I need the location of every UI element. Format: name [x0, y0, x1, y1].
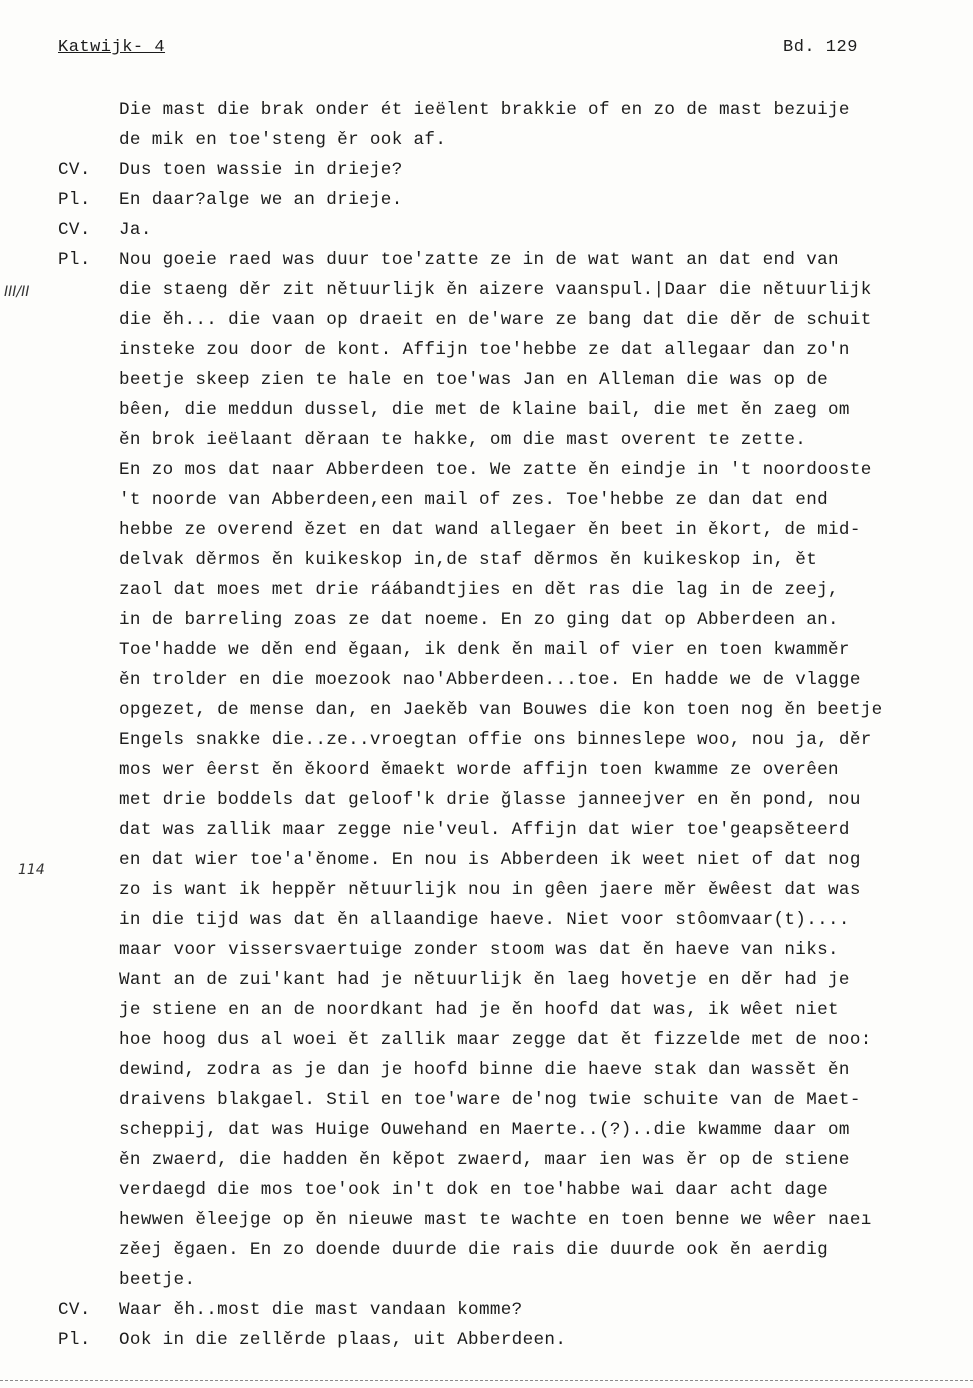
transcript-line: [0, 365, 973, 395]
line-text: en dat wier toe'a'ěnome. En nou is Abberdeen ik weet niet of dat nog: [119, 850, 861, 870]
transcript-line: [0, 455, 973, 485]
transcript-line: [0, 755, 973, 785]
line-text: Dus toen wassie in drieje?: [119, 160, 403, 180]
transcript-line: [0, 1115, 973, 1145]
line-text: En daar?alge we an drieje.: [119, 190, 403, 210]
line-text: Want an de zui'kant had je nětuurlijk ěn laeg hovetje en děr had je: [119, 970, 850, 990]
transcript-line: [0, 725, 973, 755]
transcript-line: [0, 515, 973, 545]
line-text: Engels snakke die..ze..vroegtan offie ons binneslepe woo, nou ja, děr: [119, 730, 872, 750]
line-text: de mik en toe'steng ěr ook af.: [119, 130, 447, 150]
transcript-line: [0, 935, 973, 965]
line-text: Die mast die brak onder ét ieëlent brakkie of en zo de mast bezuije: [119, 100, 850, 120]
line-text: scheppij, dat was Huige Ouwehand en Maerte..(?)..die kwamme daar om: [119, 1120, 850, 1140]
line-text: En zo mos dat naar Abberdeen toe. We zatte ěn eindje in 't noordooste: [119, 460, 872, 480]
line-text: Ja.: [119, 220, 152, 240]
line-text: verdaegd die mos toe'ook in't dok en toe'habbe wai daar acht dage: [119, 1180, 829, 1200]
transcript-line: [0, 1295, 973, 1325]
header-location: Katwijk- 4: [58, 38, 166, 57]
transcript-line: [0, 1175, 973, 1205]
transcript-line: [0, 665, 973, 695]
line-text: die staeng děr zit nětuurlijk ěn aizere vaanspul.|Daar die nětuurlijk: [119, 280, 872, 300]
transcript-line: [0, 1235, 973, 1265]
line-text: zěej ěgaen. En zo doende duurde die rais die duurde ook ěn aerdig: [119, 1240, 829, 1260]
line-text: bêen, die meddun dussel, die met de klaine bail, die met ěn zaeg om: [119, 400, 850, 420]
transcript-line: [0, 575, 973, 605]
transcript-line: [0, 1145, 973, 1175]
margin-note-second: 114: [18, 862, 45, 878]
speaker-label: CV.: [58, 220, 91, 240]
line-text: in die tijd was dat ěn allaandige haeve. Niet voor stôomvaar(t)....: [119, 910, 850, 930]
line-text: met drie boddels dat geloof'k drie ğlasse janneejver en ěn pond, nou: [119, 790, 861, 810]
transcript-line: [0, 1055, 973, 1085]
line-text: ěn trolder en die moezook nao'Abberdeen...toe. En hadde we de vlagge: [119, 670, 861, 690]
line-text: opgezet, de mense dan, en Jaekěb van Bouwes die kon toen nog ěn beetje: [119, 700, 883, 720]
transcript-line: [0, 995, 973, 1025]
line-text: hoe hoog dus al woei ět zallik maar zegge dat ět fizzelde met de noo:: [119, 1030, 872, 1050]
transcript-line: [0, 305, 973, 335]
transcript-body: [0, 95, 973, 1355]
transcript-line: [0, 425, 973, 455]
line-text: delvak děrmos ěn kuikeskop in,de staf děrmos ěn kuikeskop in, ět: [119, 550, 818, 570]
line-text: zo is want ik heppěr nětuurlijk nou in gêen jaere měr ěwêest dat was: [119, 880, 861, 900]
line-text: 't noorde van Abberdeen,een mail of zes. Toe'hebbe ze dan dat end: [119, 490, 829, 510]
transcript-line: [0, 695, 973, 725]
line-text: beetje.: [119, 1270, 196, 1290]
document-header-left: [58, 38, 165, 57]
transcript-line: [0, 335, 973, 365]
line-text: die ěh... die vaan op draeit en de'ware ze bang dat die děr de schuit: [119, 310, 872, 330]
line-text: mos wer êerst ěn ěkoord ěmaekt worde affijn toen kwamme ze overêen: [119, 760, 839, 780]
transcript-line: [0, 1265, 973, 1295]
transcript-line: [0, 545, 973, 575]
transcript-line: [0, 395, 973, 425]
margin-note-first: III/II: [4, 284, 30, 300]
transcript-line: [0, 245, 973, 275]
transcript-line: [0, 965, 973, 995]
line-text: Ook in die zellěrde plaas, uit Abberdeen.: [119, 1330, 567, 1350]
page-bottom-rule: [0, 1380, 973, 1381]
line-text: Nou goeie raed was duur toe'zatte ze in de wat want an dat end van: [119, 250, 839, 270]
line-text: zaol dat moes met drie ráábandtjies en dět ras die lag in de zeej,: [119, 580, 839, 600]
transcript-line: [0, 1025, 973, 1055]
line-text: ěn zwaerd, die hadden ěn kěpot zwaerd, maar ien was ěr op de stiene: [119, 1150, 850, 1170]
transcript-line: [0, 635, 973, 665]
transcript-line: [0, 905, 973, 935]
line-text: hewwen ěleejge op ěn nieuwe mast te wachte en toen benne we wêer naeı: [119, 1210, 872, 1230]
speaker-label: CV.: [58, 160, 91, 180]
transcript-line: [0, 815, 973, 845]
transcript-line: [0, 1085, 973, 1115]
document-header-right: Bd. 129: [783, 38, 858, 57]
line-text: beetje skeep zien te hale en toe'was Jan en Alleman die was op de: [119, 370, 829, 390]
transcript-line: [0, 1325, 973, 1355]
speaker-label: Pl.: [58, 190, 91, 210]
line-text: draivens blakgael. Stil en toe'ware de'nog twie schuite van de Maet-: [119, 1090, 861, 1110]
transcript-line: [0, 155, 973, 185]
line-text: dat was zallik maar zegge nie'veul. Affijn dat wier toe'geapsěteerd: [119, 820, 850, 840]
line-text: insteke zou door de kont. Affijn toe'hebbe ze dat allegaar dan zo'n: [119, 340, 850, 360]
transcript-line: [0, 485, 973, 515]
line-text: hebbe ze overend ězet en dat wand allegaer ěn beet in ěkort, de mid-: [119, 520, 861, 540]
line-text: Waar ěh..most die mast vandaan komme?: [119, 1300, 523, 1320]
line-text: in de barreling zoas ze dat noeme. En zo ging dat op Abberdeen an.: [119, 610, 839, 630]
transcript-line: [0, 95, 973, 125]
line-text: ěn brok ieëlaant děraan te hakke, om die mast overent te zette.: [119, 430, 807, 450]
transcript-line: [0, 1205, 973, 1235]
transcript-line: [0, 605, 973, 635]
line-text: je stiene en an de noordkant had je ěn hoofd dat was, ik wêet niet: [119, 1000, 839, 1020]
transcript-line: [0, 275, 973, 305]
transcript-line: [0, 215, 973, 245]
transcript-line: [0, 785, 973, 815]
line-text: dewind, zodra as je dan je hoofd binne die haeve stak dan wassět ěn: [119, 1060, 850, 1080]
speaker-label: CV.: [58, 1300, 91, 1320]
transcript-line: [0, 875, 973, 905]
transcript-line: [0, 845, 973, 875]
transcript-line: [0, 125, 973, 155]
transcript-line: [0, 185, 973, 215]
line-text: Toe'hadde we děn end ěgaan, ik denk ěn mail of vier en toen kwamměr: [119, 640, 850, 660]
speaker-label: Pl.: [58, 250, 91, 270]
line-text: maar voor vissersvaertuige zonder stoom was dat ěn haeve van niks.: [119, 940, 839, 960]
speaker-label: Pl.: [58, 1330, 91, 1350]
